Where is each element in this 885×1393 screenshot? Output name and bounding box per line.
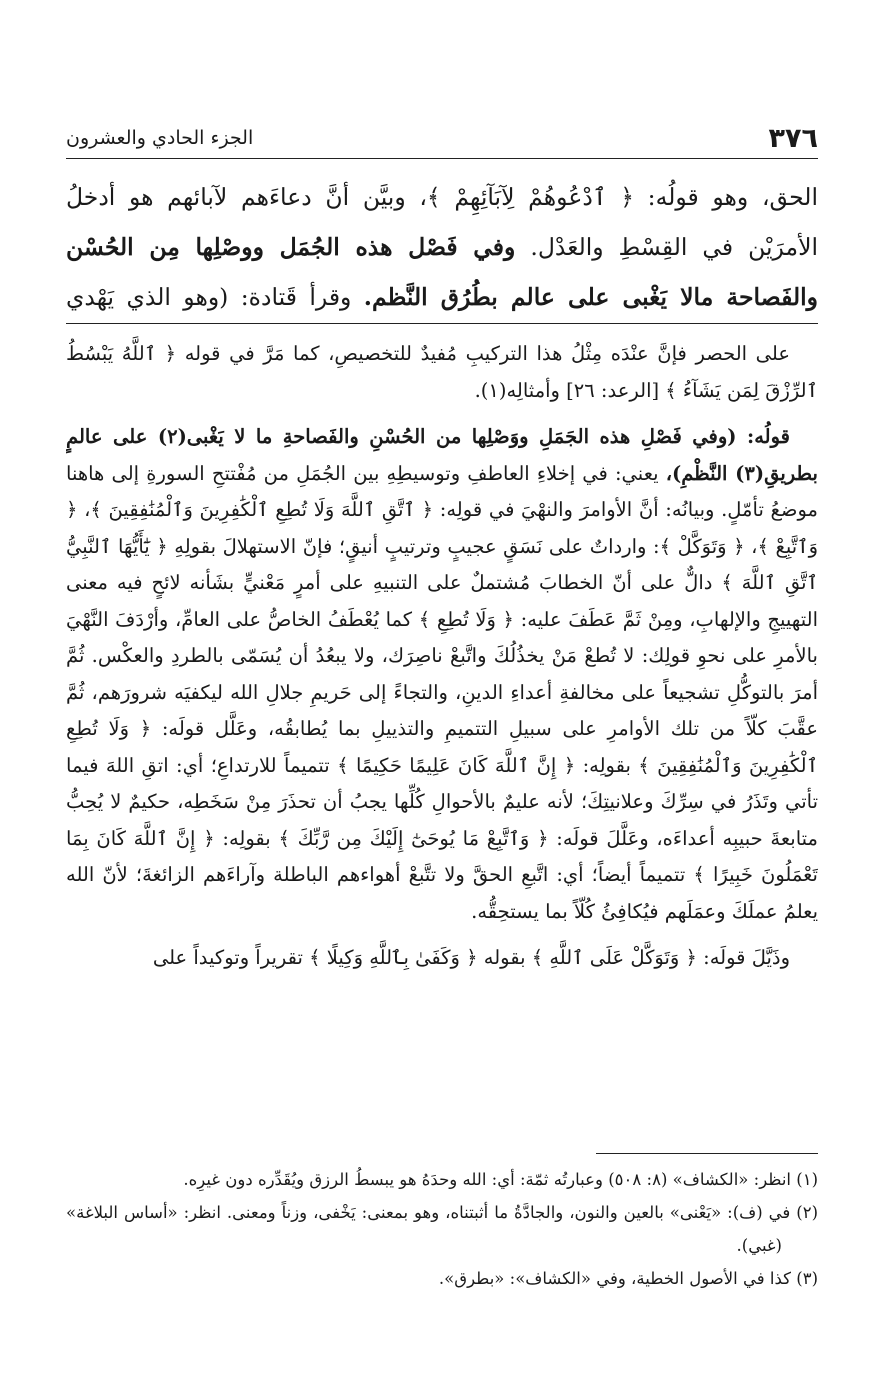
section-divider [66,323,818,324]
footnote-2: (٢) في (ف): «يَعْنى» بالعين والنون، والجادَّةُ ما أثبتناه، وهو بمعنى: يَخْفى، وزناً ومعنى. انظر: «أساس البلاغة» (غبي). [66,1203,818,1255]
main-text-bold-segment: وفي فَصْل هذه الجُمَل ووصْلِها مِن الحُسْن والفَصاحة مالا يَغْبى على عالم بطُرُق النَّظم. [66,233,818,311]
commentary-paragraph-2-body: يعني: في إخلاءِ العاطفِ وتوسيطِهِ بين الجُمَلِ من مُفْتتحِ السورةِ إلى هاهنا موضعُ تأمّلٍ. وبيانُه: أنَّ الأوامرَ والنهْيَ في قولِه: ﴿ ٱتَّقِ ٱللَّهَ وَلَا تُطِعِ ٱلْكَٰفِرِينَ وَٱلْمُنَٰفِقِينَ ﴾، ﴿ وَٱتَّبِعْ ﴾، ﴿ وَتَوَكَّلْ ﴾: وارداتٌ على نَسَقٍ عجيبٍ وترتيبٍ أنيقٍ؛ فإنّ الاستهلالَ بقولِهِ ﴿ يَٰٓأَيُّهَا ٱلنَّبِيُّ ٱتَّقِ ٱللَّهَ ﴾ دالٌّ على أنّ الخطابَ مُشتملٌ على التنبيهِ على أمرٍ مَعْنيٍّ بشَأنه لائحٍ فيه معنى التهييجِ والإلهابِ، ومِنْ ثَمَّ عَطَفَ عليه: ﴿ وَلَا تُطِعِ ﴾ كما يُعْطَفُ الخاصُّ على العامِّ، وأرْدَفَ النَّهْيَ بالأمرِ على نحوِ قولِك: لا تُطعْ مَنْ يخذُلُكَ واتَّبعْ ناصِرَك، ولا يبعُدُ أن يُسَمّى بالطردِ والعكْس. ثُمَّ أمرَ بالتوكُّلِ تشجيعاً على مخالفةِ أعداءِ الدينِ، والتجاءً إلى حَريمِ جلالِ الله ليكفيَه شرورَهم، ثُمَّ عقَّبَ كلّاً من تلك الأوامرِ على سبيلِ التتميمِ والتذييلِ بما يُطابقُه، وعَلَّل قولَه: ﴿ وَلَا تُطِعِ ٱلْكَٰفِرِينَ وَٱلْمُنَٰفِقِينَ ﴾ بقولِه: ﴿ إِنَّ ٱللَّهَ كَانَ عَلِيمًا حَكِيمًا ﴾ تتميماً للارتداعِ؛ أي: اتقِ اللهَ فيما تأتي وتَذَرُ في سِرِّكَ وعلانيتِكَ؛ لأنه عليمٌ بالأحوالِ كُلِّها يجبُ أن تحذَرَ مِنْ سَخَطِه، حكيمٌ لا يُحِبُّ متابعةَ حبيبِه أعداءَه، وعَلَّلَ قولَه: ﴿ وَٱتَّبِعْ مَا يُوحَىٰٓ إِلَيْكَ مِن رَّبِّكَ ﴾ بقولِه: ﴿ إِنَّ ٱللَّهَ كَانَ بِمَا تَعْمَلُونَ خَبِيرًا ﴾ تتميماً أيضاً؛ أي: اتَّبعِ الحقَّ ولا تتَّبعْ أهواءهم الباطلة وآراءَهم الزائغةَ؛ لأنّ الله يعلمُ عملَكَ وعمَلَهم فيُكافِئُ كُلّاً بما يستحِقُّه. [66,461,818,923]
main-text-segment-1: الحق، وهو قولُه: ﴿ ٱدْعُوهُمْ لِآبَآئِهِمْ ﴾، وبيَّن أنَّ دعاءَهم لآبائهم هو أدخلُ الأمرَيْن في القِسْطِ والعَدْل. [66,183,818,261]
commentary-paragraph-1: على الحصر فإنَّ عنْدَه مِثْلُ هذا التركيبِ مُفيدٌ للتخصيصِ، كما مَرَّ في قوله ﴿ ٱللَّهُ يَبْسُطُ ٱلرِّزْقَ لِمَن يَشَآءُ ﴾ [الرعد: ٢٦] وأمثالِه(١). [66,342,818,402]
footnotes-block [66,1163,818,1295]
footnote-divider [596,1153,818,1154]
commentary-paragraph-3: وذَيَّلَ قولَه: ﴿ وَتَوَكَّلْ عَلَى ٱللَّهِ ﴾ بقوله ﴿ وَكَفَىٰ بِٱللَّهِ وَكِيلًا ﴾ تقريراً وتوكيداً على [152,946,790,969]
running-header [66,118,818,159]
commentary-paragraph-2 [66,419,818,930]
book-page [66,0,818,1393]
page-number: ٣٧٦ [768,122,818,154]
commentary-quote-heading: قولُه: (وفي فَصْلِ هذه الجَمَلِ ووَصْلِها من الحُسْنِ والفَصاحةِ ما لا يَغْبى(٢) على عالمٍ بطريقِ(٣) النَّظْمِ)، [66,425,818,485]
footnote-3: (٣) كذا في الأصول الخطية، وفي «الكشاف»: «بطرق». [438,1269,818,1288]
commentary-block [66,336,818,1146]
running-title: الجزء الحادي والعشرون [66,127,254,149]
main-text-block [66,172,818,322]
footnote-1: (١) انظر: «الكشاف» (٨: ٥٠٨) وعبارتُه ثمّة: أي: الله وحدَهُ هو يبسطُ الرزق ويُقَدِّره دون غيرِه. [183,1170,818,1189]
main-text-segment-2: وقرأ قَتادة: (وهو الذي يَهْدي [66,283,352,311]
